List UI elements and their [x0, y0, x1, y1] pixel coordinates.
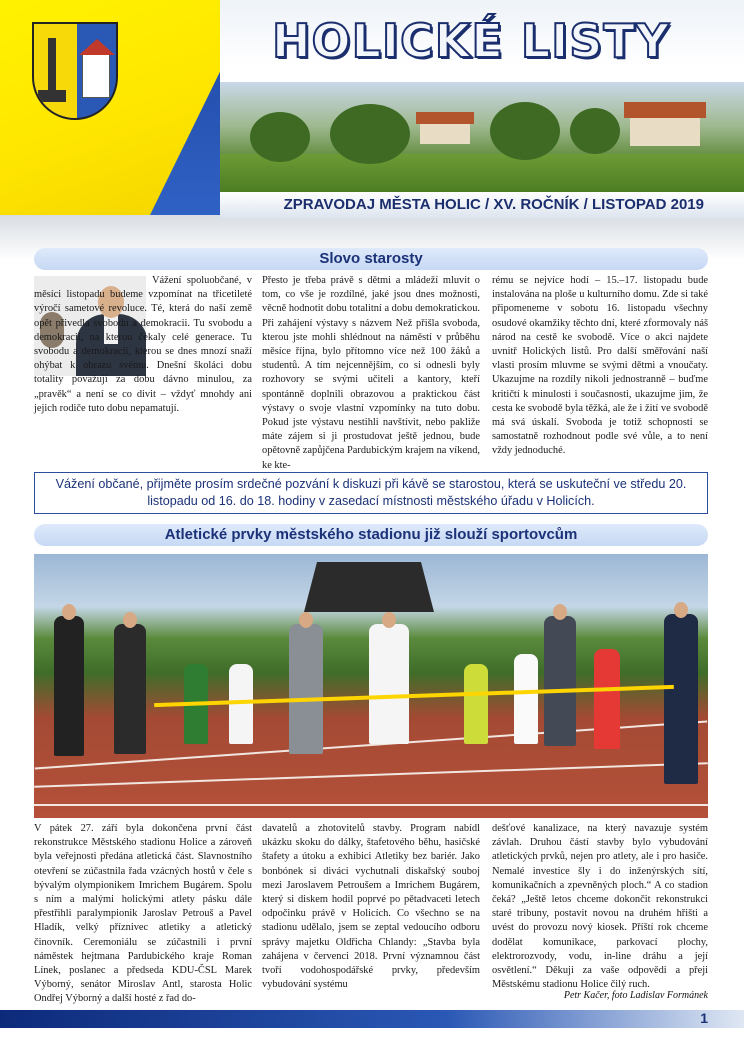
- photo-head: [553, 604, 567, 620]
- photo-head: [674, 602, 688, 618]
- invitation-text: Vážení občané, přijměte prosím srdečné pozvání k diskuzi při kávě se starostou, která se uskuteční ve středu 20. listopadu od 16. do 18. hodiny v zasedací místnosti městského úřadu v Holicích.: [55, 477, 687, 508]
- section-heading-slovo-starosty: Slovo starosty: [34, 248, 708, 270]
- invitation-box: [34, 472, 708, 514]
- article1-column-3: [492, 274, 708, 466]
- article2-column-3: [492, 822, 708, 991]
- article1-column-2: [262, 274, 480, 471]
- article2-column-1: [34, 822, 252, 1006]
- photo-roof: [624, 102, 706, 118]
- masthead-subtitle-bar: [220, 192, 744, 218]
- photo-person: [114, 624, 146, 754]
- photo-person: [369, 624, 409, 744]
- article1-col1-text: Vážení spoluobčané, v měsíci listopadu budeme vzpomínat na třicetileté výročí sametové revoluce. Té, která do naší země opět přivedla svobodu a demokracii. Tu svobodu a demokracii, na kterou čekaly celé generace. Tu svobodu a demokracii, kterou se dnes mnozí snaží ohýbat k obrazu svému. Dnešní školáci dobu totality považují za dobu dávno minulou, za „pravěk“ a není se co divit – vždyť mnohdy ani jejich rodiče tuto dobu nepamatují.: [34, 275, 252, 414]
- town-coat-of-arms: [32, 22, 118, 120]
- masthead-subtitle: ZPRAVODAJ MĚSTA HOLIC / XV. ROČNÍK / LISTOPAD 2019: [283, 196, 704, 213]
- article2-byline: Petr Kačer, foto Ladislav Formánek: [563, 990, 708, 1001]
- photo-house: [630, 116, 700, 146]
- photo-person: [544, 616, 576, 746]
- page-number: 1: [700, 1010, 708, 1026]
- photo-person: [54, 616, 84, 756]
- photo-tree: [330, 104, 410, 164]
- photo-house: [420, 122, 470, 144]
- photo-head: [299, 612, 313, 628]
- photo-tree: [490, 102, 560, 160]
- photo-person: [664, 614, 698, 784]
- article1-col3-text: rému se nejvíce hodí – 15.–17. listopadu bude instalována na ploše u kulturního domu. Zde si také připomeneme v sobotu 16. listopadu všechny osudové okamžiky těchto dní, které zformovaly náš národ na cestě ke svobodě. Více o akci najdete uvnitř Holických listů. Pro další směřování naší vlasti prosím mluvme se svými dětmi a vnoučaty. Ukazujme na rozdíly nikoli jednostranně – buďme kritičtí k minulosti i současnosti, ukazujme jim, že cesta ke svobodě byla těžká, ale že i žití ve svobodě má svá úskalí. Svoboda je totiž schopnosti se samostatně rozhodnout podle své vůle, a to není vždy jednoduché.: [492, 275, 708, 457]
- photo-person: [594, 649, 620, 749]
- photo-tent: [304, 562, 434, 612]
- photo-track-lane: [34, 804, 708, 806]
- photo-roof: [416, 112, 474, 124]
- photo-person: [464, 664, 488, 744]
- photo-tree: [250, 112, 310, 162]
- article2-col1-text: V pátek 27. září byla dokončena první část rekonstrukce Městského stadionu Holice a zároveň byla veřejnosti předána atletická část. Slavnostního otevření se zúčastnila řada vzácných hostů v čele s bývalým olympionikem Imrichem Bugárem. Spolu s ním a malými holickými atlety pásku dále přestřihli paralympionik Jaroslav Petrouš a Pavel Hladík, velký příznivec atletiky a atletický činovník. Ceremoniálu se zúčastnili i první náměstek hejtmana Pardubického kraje Roman Línek, poslanec a předseda KDU-ČSL Marek Výborný, senátor Miroslav Antl, starosta Holic Ondřej Výborný a další hosté z řad do-: [34, 823, 252, 1005]
- footer-bar: [0, 1010, 744, 1028]
- crest-tower: [82, 54, 110, 98]
- article2-col3-text: dešťové kanalizace, na který navazuje systém závlah. Druhou částí stavby bylo vybudování atletických prvků, nejen pro atlety, ale i pro hasiče. Nemalé investice šly i do inženýrských sítí, komunikačních a zpevněných ploch.“ A co stadion čeká? „Ještě letos chceme dokončit rekonstrukci staré tribuny, postavit novou na druhém hřišti a uvést do provozu nový kiosek. Příští rok chceme dodělat komunikace, parkovací plochy, elektrorozvody, vodu, in-line dráhu a její osvětlení.“ Děkuji za vaše odpovědi a přeji Městskému stadionu Holice čilý ruch.: [492, 823, 708, 991]
- photo-field: [220, 154, 744, 192]
- stadium-opening-photo: [34, 554, 708, 818]
- article1-column-1: [34, 274, 252, 466]
- masthead-title: HOLICKÉ LISTY: [272, 14, 671, 68]
- photo-head: [123, 612, 137, 628]
- photo-tree: [570, 108, 620, 154]
- photo-head: [62, 604, 76, 620]
- article2-column-2: [262, 822, 480, 1006]
- town-panorama-photo: [220, 82, 744, 192]
- photo-track-lane: [34, 762, 708, 788]
- photo-head: [382, 612, 396, 628]
- photo-person: [514, 654, 538, 744]
- crest-pump: [48, 38, 56, 100]
- article1-col2-text: Přesto je třeba právě s dětmi a mládeží mluvit o tom, co vše je rozdílné, jaké jsou dnes možnosti, věcně hodnotit dobu totalitní a dobu demokratickou. Při zahájení výstavy s názvem Než přišla svoboda, kterou jste mohli shlédnout na náměstí v průběhu měsíce října, bylo přítomno více než 100 žáků a studentů. A tím nejcennějším, co si odnesli byly rozhovory se svými učiteli a kantory, kteří spontánně doplnili obrazovou a praktickou část výstavy o svoje vlastní vzpomínky na tuto dobu. Pokud jste výstavu nestihli navštívit, nebo pakliže máte zájem si ji prostudovat ještě jednou, bude opětovně zapůjčena Pardubickým krajem na víkend, ke kte-: [262, 275, 480, 471]
- article2-col2-text: davatelů a zhotovitelů stavby. Program nabídl ukázku skoku do dálky, štafetového běhu, hasičské štafety a útoku a exhibici Atletiky bez bariér. Jako bonbónek si diváci vychutnali diskařský souboj mezi Jaroslavem Petroušem a Imrichem Bugárem, který si diskem hodil poprvé po pětadvaceti letech odpočinku právě v Holicích. Co všechno se na stadionu udělalo, jsem se zeptal vedoucího odboru správy majetku Oldřicha Chlandy: „Stavba byla zahájena v červenci 2018. První významnou část tvoří vodohospodářské prvky, především vybudování systému: [262, 823, 480, 991]
- photo-person: [289, 624, 323, 754]
- section-heading-stadion: Atletické prvky městského stadionu již slouží sportovcům: [34, 524, 708, 546]
